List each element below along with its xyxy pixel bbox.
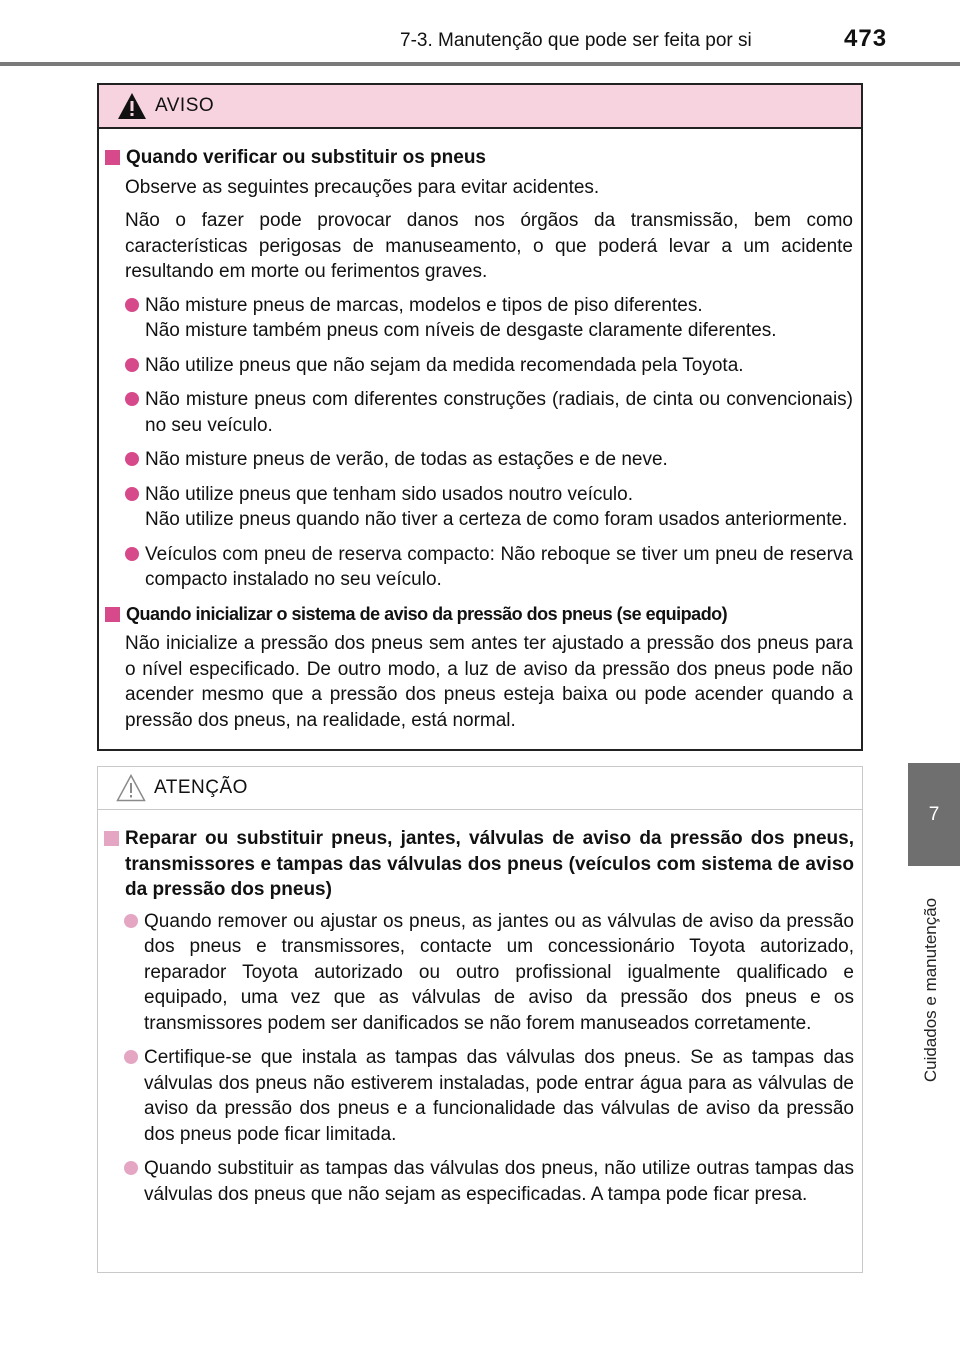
caution-section-heading [104, 826, 854, 903]
list-item [125, 293, 853, 344]
list-line: Não misture também pneus com níveis de desgaste claramente diferentes. [145, 320, 777, 341]
list-line: Não utilize pneus que não sejam da medida recomendada pela Toyota. [145, 354, 744, 376]
bullet-dot-icon [125, 547, 139, 561]
list-line: Quando substituir as tampas das válvulas dos pneus, não utilize outras tampas das válvulas dos pneus que não sejam as especificadas. A tampa pode ficar presa. [144, 1158, 854, 1205]
list-line: Quando remover ou ajustar os pneus, as jantes ou as válvulas de aviso da pressão dos pneus e transmissores, contacte um concessionário Toyota autorizado, reparador Toyota autorizado ou outro profissional igualmente qualificado e equipado, uma vez que as válvulas de aviso da pressão dos pneus e os transmissores podem ser danificados se não forem manuseados corretamente. [144, 910, 854, 1034]
list-item-text [144, 1045, 854, 1147]
warning-section-heading [105, 602, 853, 628]
square-bullet-icon [105, 150, 120, 165]
caution-content [98, 810, 862, 1207]
list-item-text [144, 1156, 854, 1207]
bullet-dot-icon [124, 1161, 138, 1175]
list-item-text [145, 447, 853, 473]
bullet-dot-icon [125, 392, 139, 406]
caution-triangle-icon [116, 774, 146, 802]
caution-title: ATENÇÃO [154, 777, 248, 798]
list-item-text [145, 542, 853, 593]
paragraph: Não o fazer pode provocar danos nos órgãos da transmissão, bem como características perigosas de manuseamento, o que poderá levar a um acidente resultando em morte ou ferimentos graves. [125, 210, 853, 282]
list-item-text [145, 482, 853, 533]
bullet-dot-icon [125, 358, 139, 372]
header-rule [0, 62, 960, 66]
chapter-number: 7 [928, 803, 940, 825]
warning-title: AVISO [155, 95, 215, 116]
warning-header [99, 85, 861, 129]
page-number: 473 [844, 25, 888, 52]
section-heading-text: Quando verificar ou substituir os pneus [126, 147, 486, 168]
list-line: Não utilize pneus que tenham sido usados noutro veículo. [145, 483, 633, 505]
bullet-dot-icon [124, 1050, 138, 1064]
list-item [125, 482, 853, 533]
paragraph: Observe as seguintes precauções para evitar acidentes. [125, 176, 600, 198]
list-item [124, 909, 854, 1037]
square-bullet-icon [105, 607, 120, 622]
list-item [125, 447, 853, 473]
bullet-dot-icon [124, 914, 138, 928]
warning-content [99, 129, 861, 733]
list-item-text [145, 353, 853, 379]
section-heading-text: Quando inicializar o sistema de aviso da pressão dos pneus (se equipado) [126, 603, 728, 624]
list-line: Não misture pneus com diferentes construções (radiais, de cinta ou convencionais) no seu veículo. [145, 389, 853, 436]
list-line: Não misture pneus de verão, de todas as estações e de neve. [145, 449, 668, 470]
square-bullet-icon [104, 831, 119, 846]
bullet-dot-icon [125, 487, 139, 501]
paragraph: Não inicialize a pressão dos pneus sem antes ter ajustado a pressão dos pneus para o nível especificado. De outro modo, a luz de aviso da pressão dos pneus pode não acender mesmo que a pressão dos pneus esteja baixa ou pode acender quando a pressão dos pneus, na realidade, está normal. [125, 633, 853, 731]
list-item [125, 542, 853, 593]
list-item [125, 387, 853, 438]
warning-box [97, 83, 863, 751]
list-line: Não misture pneus de marcas, modelos e tipos de piso diferentes. [145, 294, 703, 316]
bullet-dot-icon [125, 298, 139, 312]
list-line: Certifique-se que instala as tampas das válvulas dos pneus. Se as tampas das válvulas dos pneus não estiverem instaladas, pode entrar água para as válvulas de aviso da pressão dos pneus e a funcionalidade das válvulas de aviso da pressão dos pneus pode ficar limitada. [144, 1047, 854, 1145]
section-heading-text: Reparar ou substituir pneus, jantes, válvulas de aviso da pressão dos pneus, transmissores e tampas das válvulas dos pneus (veículos com sistema de aviso da pressão dos pneus) [125, 828, 854, 900]
list-item-text [145, 387, 853, 438]
list-item [124, 1045, 854, 1147]
list-item [125, 353, 853, 379]
caution-header [98, 767, 862, 810]
section-title: 7-3. Manutenção que pode ser feita por si [400, 30, 752, 51]
warning-triangle-icon [117, 92, 147, 120]
list-item-text [144, 909, 854, 1037]
chapter-label: Cuidados e manutenção [921, 897, 940, 1083]
warning-section-heading [105, 145, 853, 171]
list-item [124, 1156, 854, 1207]
list-item-text [145, 293, 853, 344]
bullet-dot-icon [125, 452, 139, 466]
caution-box [97, 766, 863, 1273]
list-line: Veículos com pneu de reserva compacto: Não reboque se tiver um pneu de reserva compacto instalado no seu veículo. [145, 543, 853, 590]
list-line: Não utilize pneus quando não tiver a certeza de como foram usados anteriormente. [145, 509, 848, 530]
